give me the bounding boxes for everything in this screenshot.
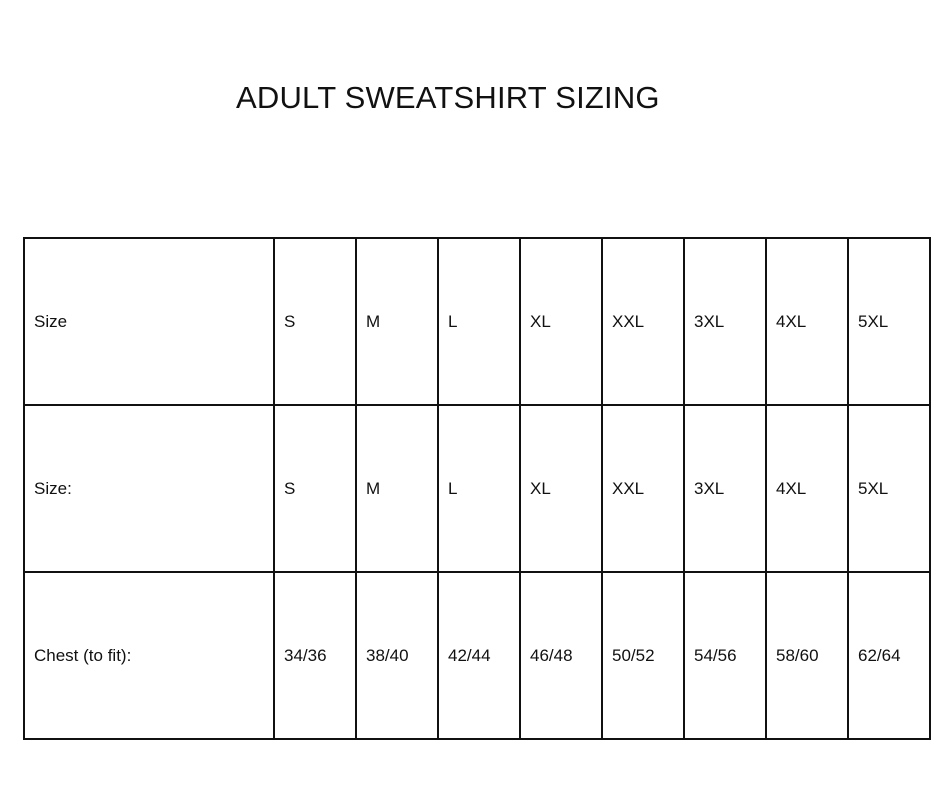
- table-cell: 42/44: [438, 572, 520, 739]
- size-chart-table: [23, 237, 931, 740]
- table-cell: M: [356, 405, 438, 572]
- table-cell: 5XL: [848, 405, 930, 572]
- table-cell: XXL: [602, 238, 684, 405]
- table-cell: 3XL: [684, 405, 766, 572]
- row-label: Size:: [24, 405, 274, 572]
- table-row: [24, 405, 930, 572]
- table-cell: XL: [520, 405, 602, 572]
- table-cell: S: [274, 238, 356, 405]
- table-cell: 62/64: [848, 572, 930, 739]
- row-label: Chest (to fit):: [24, 572, 274, 739]
- table-row: [24, 238, 930, 405]
- table-cell: 4XL: [766, 238, 848, 405]
- table-cell: 46/48: [520, 572, 602, 739]
- table-cell: L: [438, 405, 520, 572]
- table-cell: 34/36: [274, 572, 356, 739]
- table-cell: 3XL: [684, 238, 766, 405]
- table-cell: 4XL: [766, 405, 848, 572]
- table-cell: L: [438, 238, 520, 405]
- row-label: Size: [24, 238, 274, 405]
- table-row: [24, 572, 930, 739]
- table-cell: 54/56: [684, 572, 766, 739]
- table-cell: M: [356, 238, 438, 405]
- table-cell: XXL: [602, 405, 684, 572]
- table-cell: 58/60: [766, 572, 848, 739]
- table-cell: 50/52: [602, 572, 684, 739]
- table-cell: 38/40: [356, 572, 438, 739]
- table-cell: 5XL: [848, 238, 930, 405]
- table-cell: S: [274, 405, 356, 572]
- page-title: ADULT SWEATSHIRT SIZING: [236, 80, 660, 115]
- table-cell: XL: [520, 238, 602, 405]
